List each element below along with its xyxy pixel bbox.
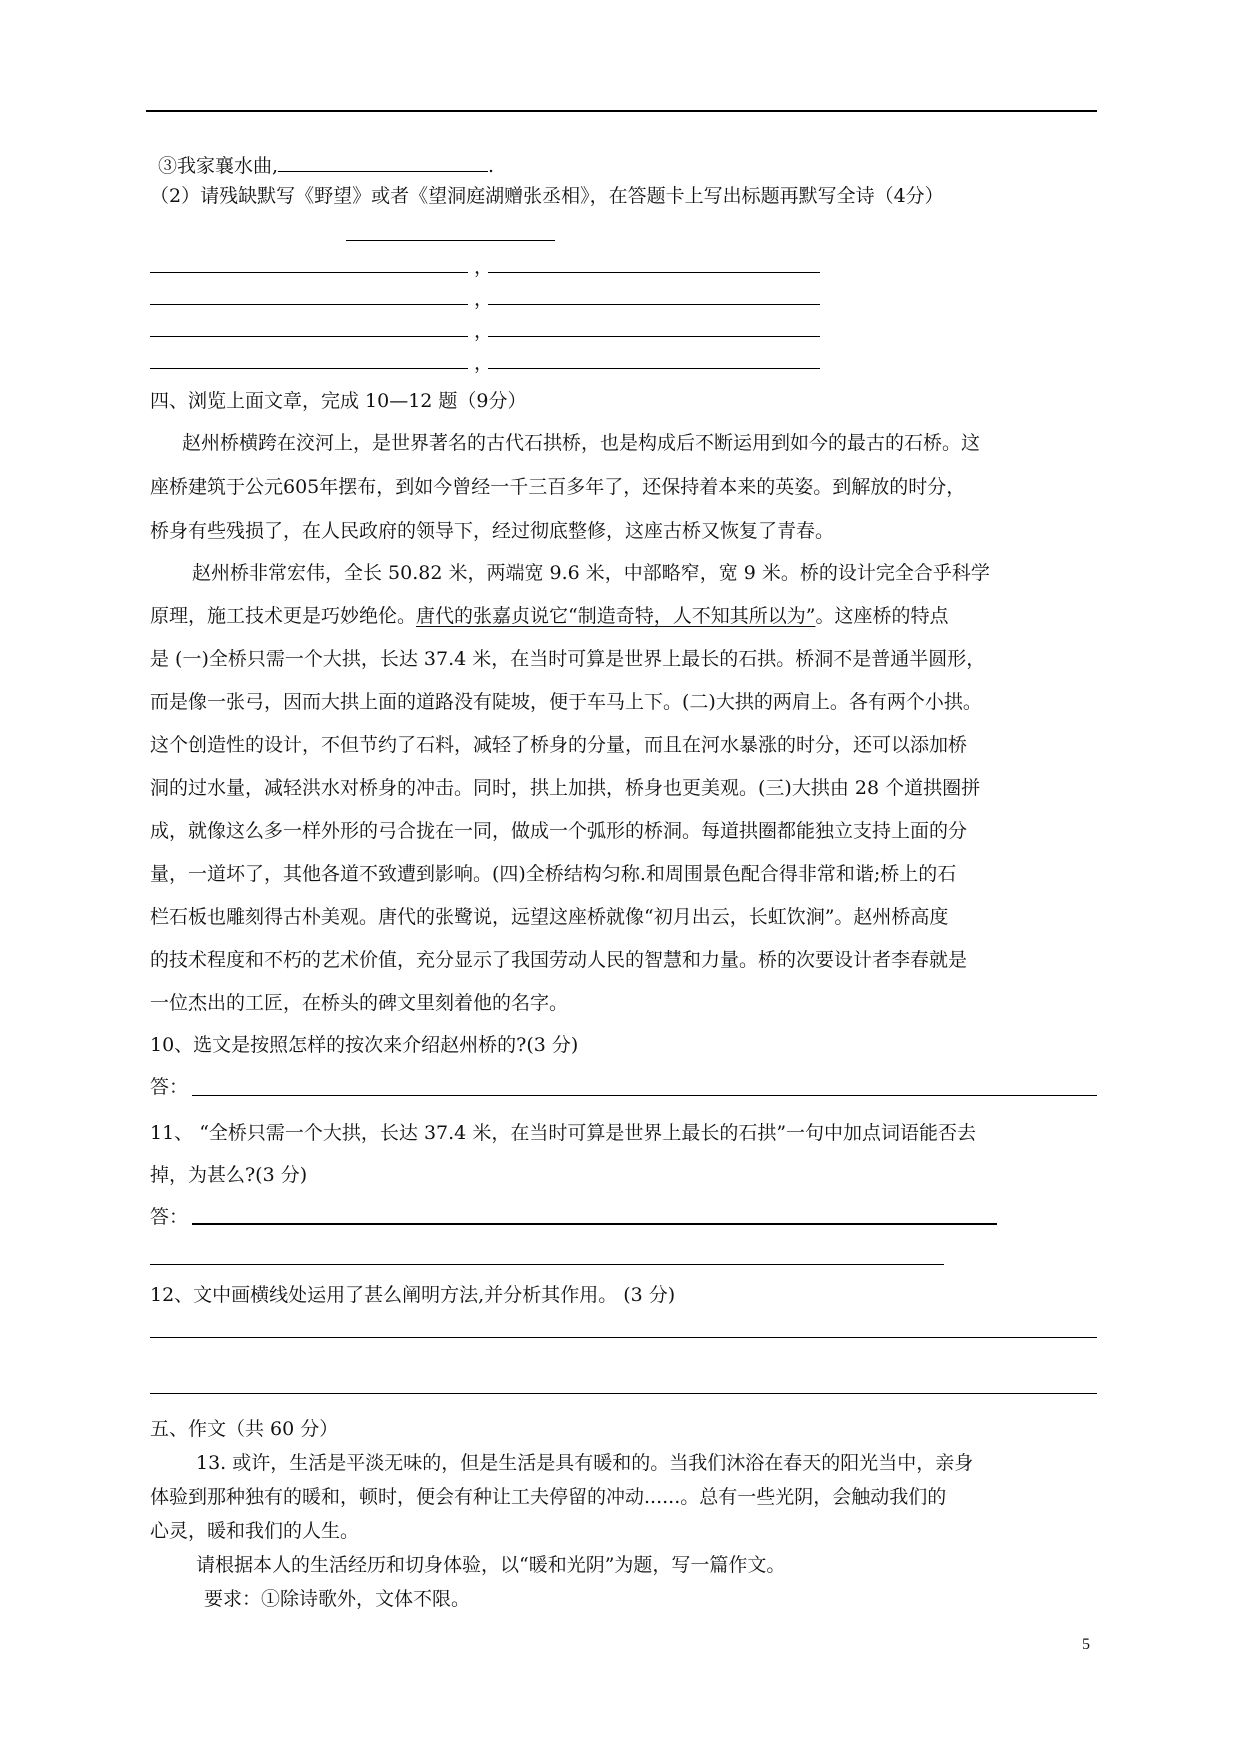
answer-line[interactable] <box>150 1264 944 1265</box>
answer-line[interactable] <box>150 1393 1097 1394</box>
section4-title: 四、浏览上面文章，完成 10—12 题（9分） <box>150 390 527 412</box>
question-11-cont: 掉，为甚么?(3 分) <box>150 1164 308 1186</box>
answer-label: 答： <box>150 1206 189 1228</box>
para2-line: 而是像一张弓，因而大拱上面的道路没有陡坡，便于车马上下。(二)大拱的两肩上。各有两个小拱。 <box>150 691 982 713</box>
q13-line: 心灵，暖和我们的人生。 <box>150 1520 360 1542</box>
question-12: 12、文中画横线处运用了甚么阐明方法,并分析其作用。 (3 分) <box>150 1284 676 1306</box>
poem-blank[interactable] <box>488 272 820 273</box>
essay-requirement: 要求：①除诗歌外，文体不限。 <box>204 1588 471 1610</box>
para2-line <box>150 603 948 629</box>
q9-part2: （2）请残缺默写《野望》或者《望洞庭湖赠张丞相》，在答题卡上写出标题再默写全诗（4分） <box>150 185 944 207</box>
poem-comma: ， <box>474 256 494 278</box>
poem-blank[interactable] <box>150 304 468 305</box>
answer-line[interactable] <box>150 1337 1097 1338</box>
q9-line3-suffix: . <box>488 155 495 177</box>
poem-blank[interactable] <box>150 336 468 337</box>
question-11: 11、 “全桥只需一个大拱，长达 37.4 米，在当时可算是世界上最长的石拱”一句中加点词语能否去 <box>150 1122 977 1144</box>
poem-blank[interactable] <box>150 368 468 369</box>
para1-line: 座桥建筑于公元605年摆布，到如今曾经一千三百多年了，还保持着本来的英姿。到解放的时分， <box>150 476 966 498</box>
para2-line: 的技术程度和不朽的艺术价值，充分显示了我国劳动人民的智慧和力量。桥的次要设计者李春就是 <box>150 949 968 971</box>
q13-line: 13. 或许，生活是平淡无味的，但是生活是具有暖和的。当我们沐浴在春天的阳光当中，亲身 <box>196 1452 974 1474</box>
poem-comma: ， <box>474 352 494 374</box>
poem-blank[interactable] <box>488 304 820 305</box>
para2-line: 是 (一)全桥只需一个大拱，长达 37.4 米，在当时可算是世界上最长的石拱。桥洞不是普通半圆形， <box>150 648 986 670</box>
poem-blank[interactable] <box>488 368 820 369</box>
poem-blank[interactable] <box>150 272 468 273</box>
para1-line: 赵州桥横跨在洨河上，是世界著名的古代石拱桥，也是构成后不断运用到如今的最古的石桥。这 <box>182 432 981 454</box>
poem-comma: ， <box>474 288 494 310</box>
answer-line[interactable] <box>192 1095 1097 1096</box>
essay-instruction: 请根据本人的生活经历和切身体验，以“暖和光阴”为题，写一篇作文。 <box>196 1554 786 1576</box>
underlined-sentence: 唐代的张嘉贞说它“制造奇特，人不知其所以为” <box>416 605 816 627</box>
answer-line[interactable] <box>192 1223 997 1225</box>
header-rule <box>146 110 1097 112</box>
fill-blank[interactable] <box>278 153 488 172</box>
para1-line: 桥身有些残损了，在人民政府的领导下，经过彻底整修，这座古桥又恢复了青春。 <box>150 520 835 542</box>
para2-line: 栏石板也雕刻得古朴美观。唐代的张鹭说，远望这座桥就像“初月出云，长虹饮涧”。赵州桥高度 <box>150 906 949 928</box>
q9-line3 <box>158 153 494 179</box>
para2-line: 量，一道坏了，其他各道不致遭到影响。(四)全桥结构匀称.和周围景色配合得非常和谐;桥上的石 <box>150 863 957 885</box>
question-10: 10、选文是按照怎样的按次来介绍赵州桥的?(3 分) <box>150 1034 579 1056</box>
para2-line: 成，就像这么多一样外形的弓合拢在一同，做成一个弧形的桥洞。每道拱圈都能独立支持上面的分 <box>150 820 968 842</box>
para2-line: 洞的过水量，减轻洪水对桥身的冲击。同时，拱上加拱，桥身也更美观。(三)大拱由 28 个道拱圈拼 <box>150 777 981 799</box>
q13-line: 体验到那种独有的暖和，顿时，便会有种让工夫停留的冲动......。总有一些光阴，会触动我们的 <box>150 1486 947 1508</box>
para2-text: 。这座桥的特点 <box>815 605 949 627</box>
poem-title-blank[interactable] <box>346 240 555 241</box>
para2-line: 一位杰出的工匠，在桥头的碑文里刻着他的名字。 <box>150 992 569 1014</box>
poem-comma: ， <box>474 320 494 342</box>
section5-title: 五、作文（共 60 分） <box>150 1418 339 1440</box>
answer-label: 答： <box>150 1076 189 1098</box>
para2-text: 原理，施工技术更是巧妙绝伦。 <box>150 605 417 627</box>
poem-blank[interactable] <box>488 336 820 337</box>
para2-line: 赵州桥非常宏伟，全长 50.82 米，两端宽 9.6 米，中部略窄，宽 9 米。桥的设计完全合乎科学 <box>192 562 990 584</box>
q9-line3-prefix: ③我家襄水曲, <box>158 155 279 177</box>
para2-line: 这个创造性的设计，不但节约了石料，减轻了桥身的分量，而且在河水暴涨的时分，还可以添加桥 <box>150 734 968 756</box>
page-number: 5 <box>1082 1636 1090 1653</box>
